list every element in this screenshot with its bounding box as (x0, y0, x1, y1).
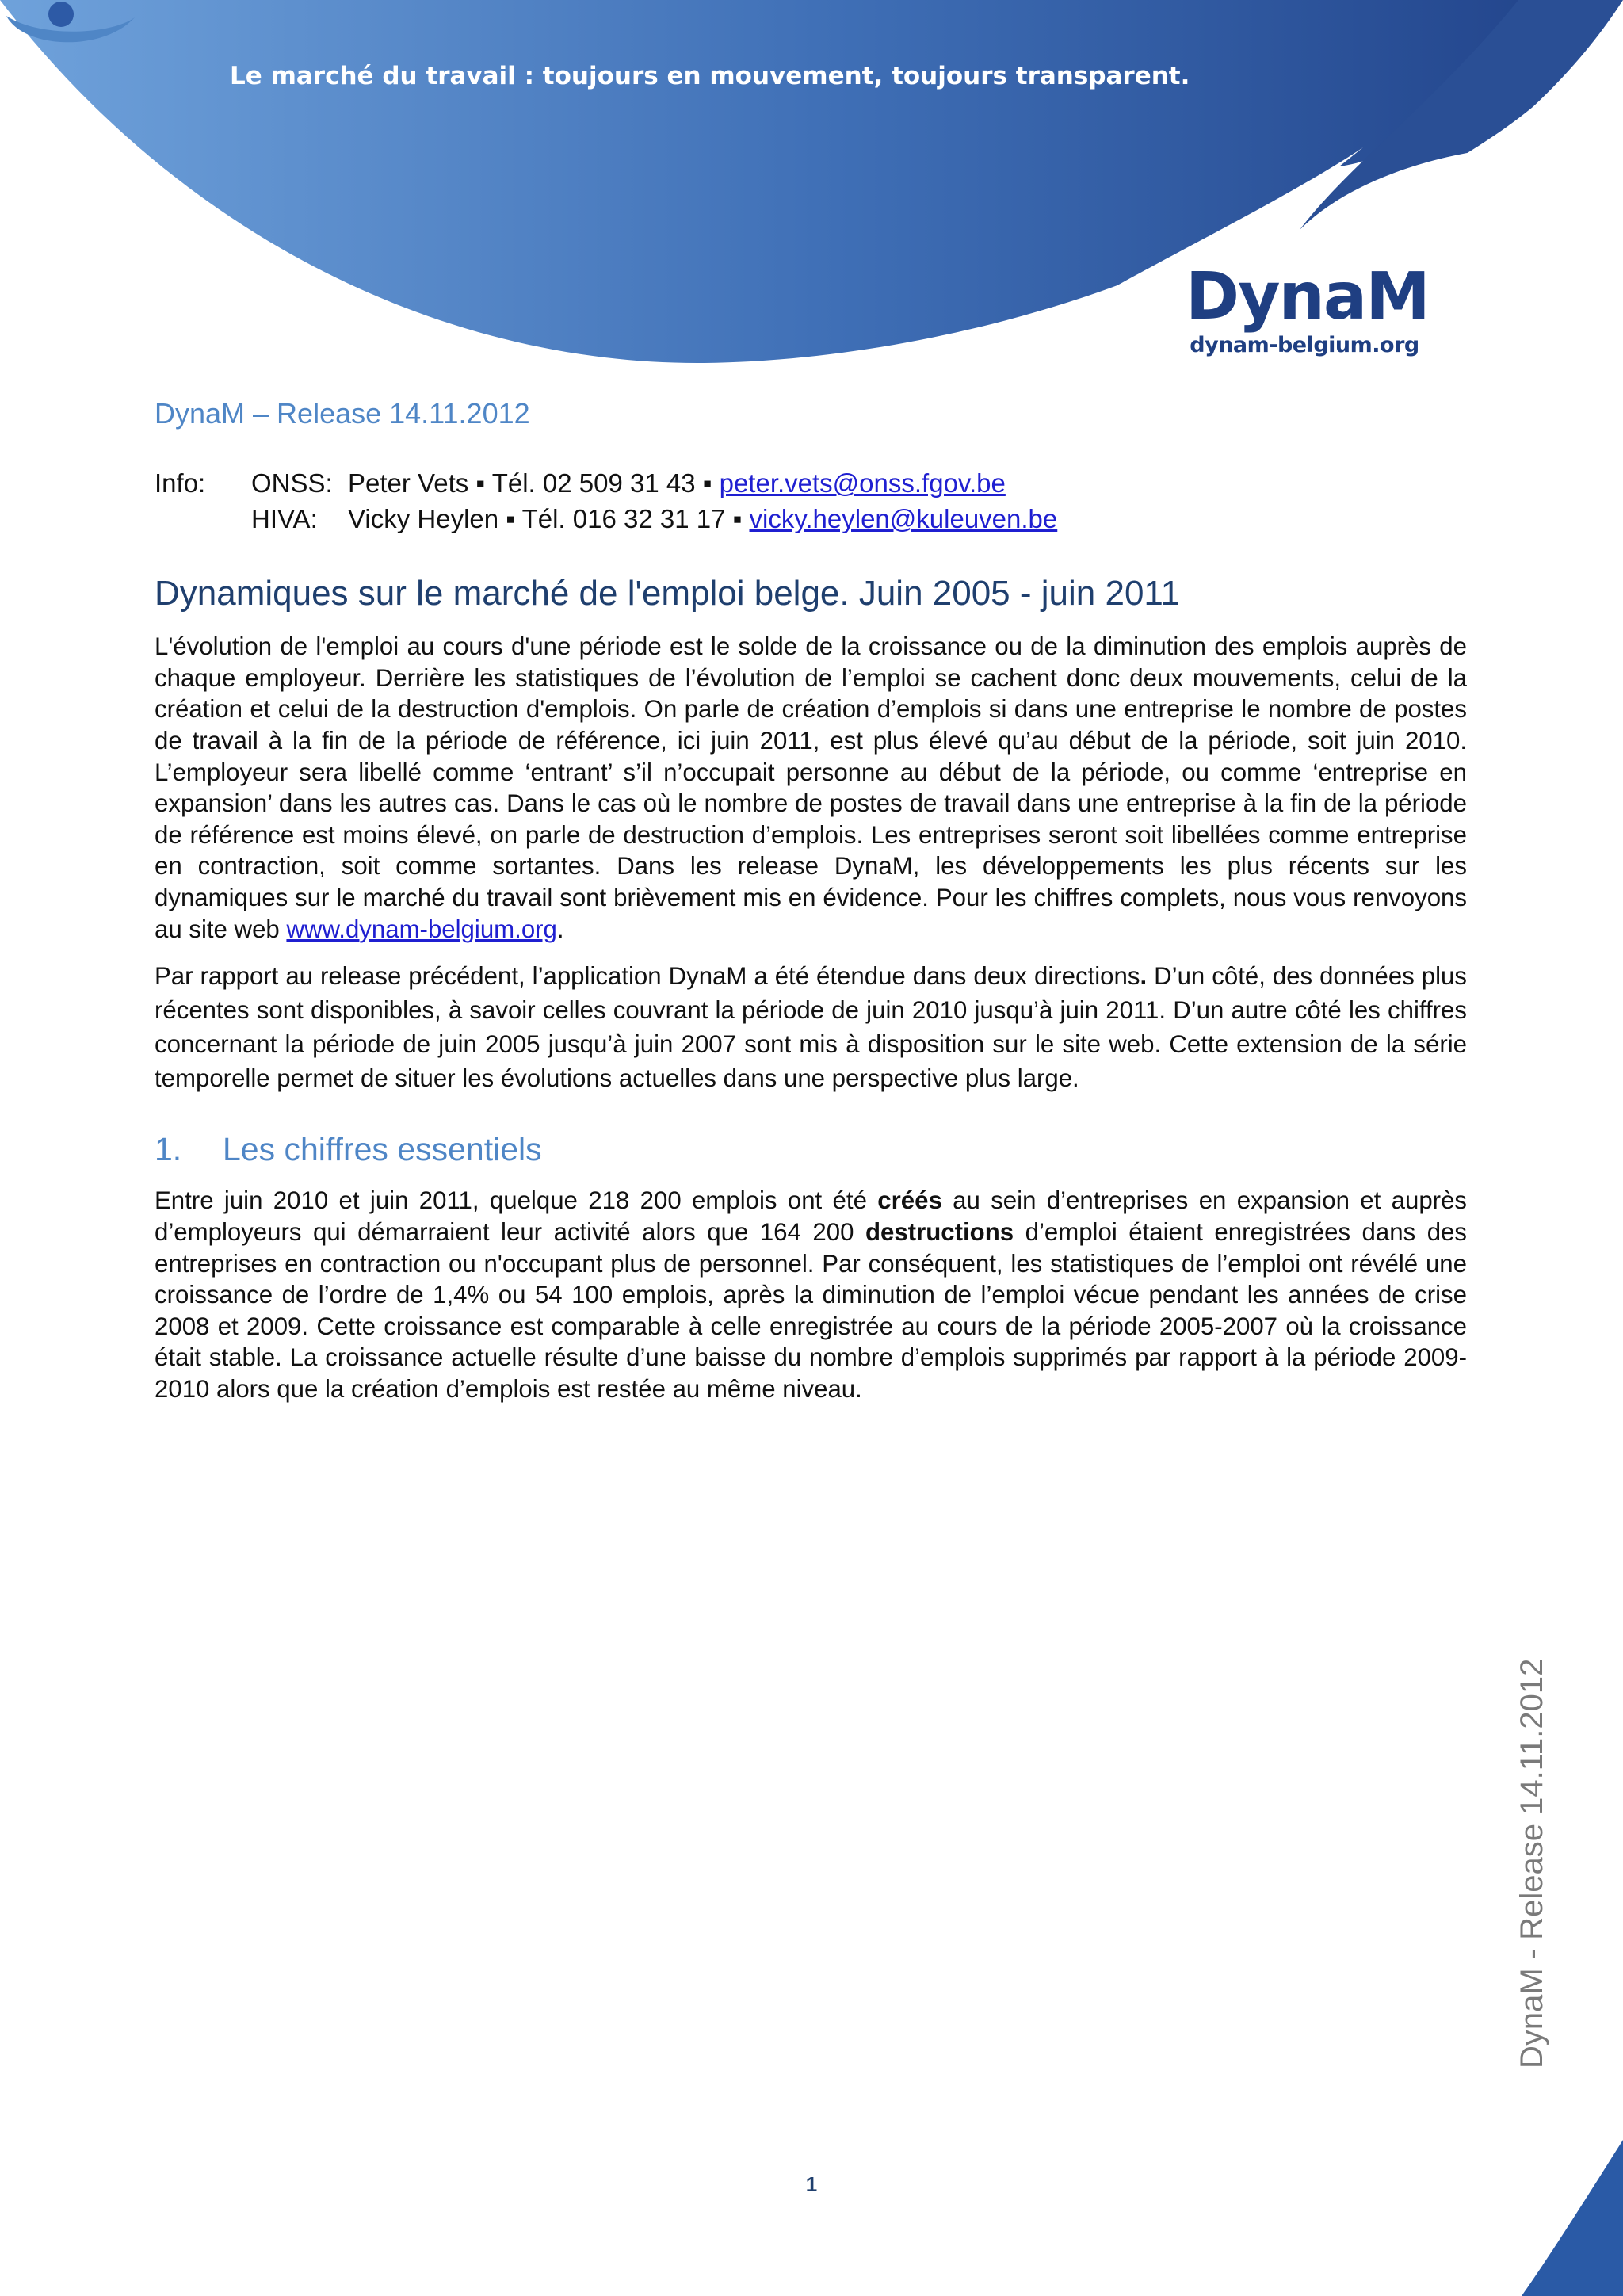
banner-tagline: Le marché du travail : toujours en mouvement, toujours transparent. (230, 62, 1190, 90)
release-heading: DynaM – Release 14.11.2012 (155, 397, 530, 430)
dynam-logo-icon (0, 0, 143, 55)
intro-bold-dot: . (1140, 962, 1148, 991)
logo-wordmark: DynaM (1186, 259, 1429, 334)
vertical-release-label: DynaM - Release 14.11.2012 (1514, 1658, 1549, 2069)
contact-org: HIVA: (251, 504, 318, 534)
document-title: Dynamiques sur le marché de l'emploi belge. Juin 2005 - juin 2011 (155, 574, 1181, 613)
bold-term-destructions: destructions (865, 1217, 1014, 1246)
logo-url: dynam-belgium.org (1190, 333, 1419, 357)
email-link-onss[interactable]: peter.vets@onss.fgov.be (719, 468, 1006, 499)
intro-text: Par rapport au release précédent, l’application DynaM a été étendue dans deux directions (155, 962, 1140, 991)
header-banner (0, 0, 1623, 372)
intro-text: L'évolution de l'emploi au cours d'une période est le solde de la croissance ou de la diminution des emplois auprès de chaque employeur. Derrière les statistiques de l’évolution de l’emploi se cachent donc deux mouvements, celui de la création et celui de la destruction d'emplois. On parle de création d’emplois si dans une entreprise le nombre de postes de travail à la fin de la période de référence, ici juin 2011, est plus élevé qu’au début de la période, soit juin 2010. L’employeur sera libellé comme ‘entrant’ s’il n’occupait personne au début de la période, ou comme ‘entreprise en expansion’ dans les autres cas. Dans le cas où le nombre de postes de travail dans une entreprise à la fin de la période de référence est moins élevé, on parle de destruction d’emplois. Les entreprises seront soit libellées comme entreprise en contraction, soit comme sortantes. Dans les release DynaM, les développements les plus récents sur les dynamiques sur le marché du travail sont brièvement mis en évidence. Pour les chiffres complets, nous vous renvoyons au site web (155, 632, 1467, 943)
section-text: d’emploi étaient enregistrées dans des entreprises en contraction ou n'occupant plus de personnel. Par conséquent, les statistiques de l’emploi ont révélé une croissance de l’ordre de 1,4% ou 54 100 emplois, après la diminution de l’emploi vécue pendant les années de crise 2008 et 2009. Cette croissance est comparable à celle enregistrée au cours de la période 2005-2007 où la croissance était stable. La croissance actuelle résulte d’une baisse du nombre d’emplois supprimés par rapport à la période 2009-2010 alors que la création d’emplois est restée au même niveau. (155, 1217, 1467, 1403)
contact-info (155, 465, 1467, 537)
section-heading (155, 1130, 1467, 1169)
section-text: au sein d’entreprises en expansion et auprès d’employeurs qui démarraient leur activité alors que 164 200 (155, 1186, 1468, 1246)
contact-text: Vicky Heylen ▪ Tél. 016 32 31 17 ▪ (348, 504, 750, 534)
contact-org: ONSS: (251, 468, 333, 499)
section-text: Entre juin 2010 et juin 2011, quelque 218 200 emplois ont été (155, 1186, 878, 1215)
intro-paragraph-2 (155, 959, 1467, 1095)
section-paragraph (155, 1185, 1467, 1404)
info-label: Info: (155, 468, 206, 499)
section-number: 1. (155, 1131, 182, 1168)
contact-text: Peter Vets ▪ Tél. 02 509 31 43 ▪ (348, 468, 720, 499)
bold-term-crees: créés (877, 1186, 942, 1215)
intro-paragraph-1 (155, 631, 1467, 945)
email-link-hiva[interactable]: vicky.heylen@kuleuven.be (749, 504, 1058, 534)
website-link[interactable]: www.dynam-belgium.org (286, 915, 557, 943)
contact-row (155, 501, 1467, 537)
contact-details (348, 501, 1057, 537)
intro-text: D’un côté, des données plus récentes sont disponibles, à savoir celles couvrant la période de juin 2010 jusqu’à juin 2011. D’un autre côté les chiffres concernant la période de juin 2005 jusqu’à juin 2007 sont mis à disposition sur le site web. Cette extension de la série temporelle permet de situer les évolutions actuelles dans une perspective plus large. (155, 962, 1467, 1093)
contact-details (348, 465, 1006, 501)
section-title: Les chiffres essentiels (223, 1131, 542, 1168)
document-body (155, 396, 1467, 1419)
page-number: 1 (805, 2172, 818, 2196)
contact-row (155, 465, 1467, 501)
corner-decoration (1506, 2140, 1623, 2296)
info-label-spacer (155, 501, 251, 537)
intro-period: . (556, 915, 564, 943)
